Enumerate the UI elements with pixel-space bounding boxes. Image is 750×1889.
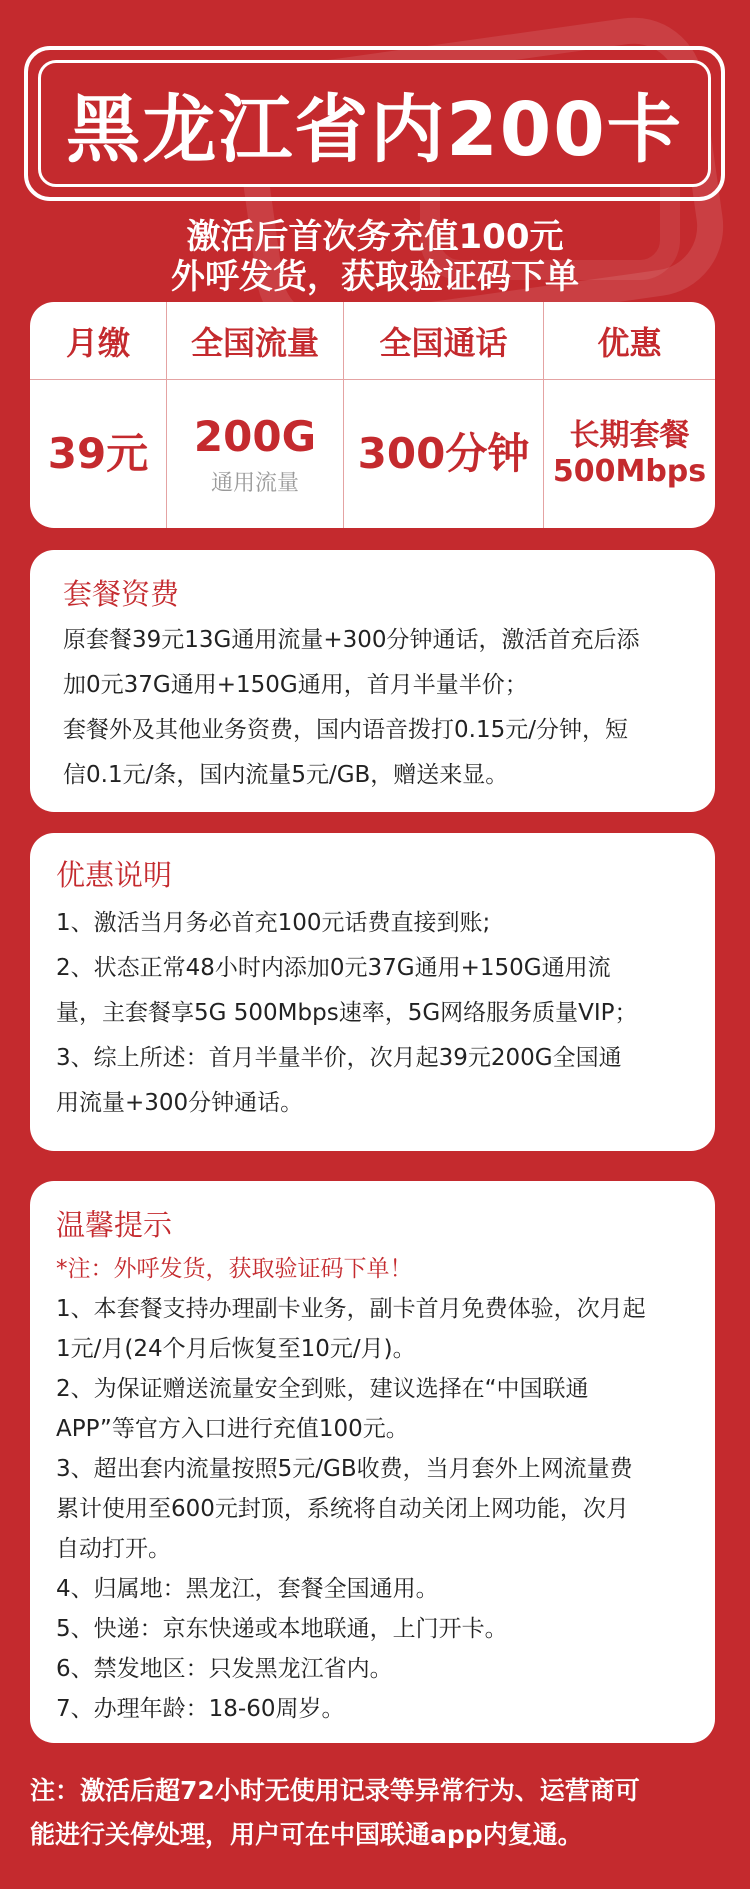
price-head: 全国通话: [344, 302, 543, 380]
section-body: [56, 901, 685, 1126]
price-head: 优惠: [544, 302, 715, 380]
price-head: 月缴: [30, 302, 166, 380]
section-body: [56, 1249, 685, 1729]
price-col-monthly: [30, 302, 167, 528]
text-line: 2、状态正常48小时内添加0元37G通用+150G通用流: [56, 955, 611, 981]
tips-note: *注：外呼发货，获取验证码下单！: [56, 1256, 413, 1282]
price-value-line1: 长期套餐: [569, 418, 690, 453]
package-fee-card: [30, 550, 715, 812]
title-inner: [38, 60, 711, 187]
price-col-discount: [544, 302, 715, 528]
text-line: 6、禁发地区：只发黑龙江省内。: [56, 1656, 393, 1682]
tips-card: [30, 1181, 715, 1743]
subtitle-line-1: 激活后首次务充值100元: [186, 217, 564, 257]
footer-line: 注：激活后超72小时无使用记录等异常行为、运营商可: [30, 1776, 640, 1805]
text-line: 4、归属地：黑龙江，套餐全国通用。: [56, 1576, 439, 1602]
text-line: 原套餐39元13G通用流量+300分钟通话，激活首充后添: [63, 627, 640, 653]
price-value: 200G: [193, 411, 317, 461]
price-head: 全国流量: [167, 302, 343, 380]
text-line: 1、激活当月务必首充100元话费直接到账;: [56, 910, 491, 936]
price-value: 39元: [47, 429, 149, 478]
text-line: 1元/月(24个月后恢复至10元/月)。: [56, 1336, 416, 1362]
section-title: 优惠说明: [56, 858, 173, 892]
page-title: 黑龙江省内200卡: [66, 86, 683, 173]
price-table: [30, 302, 715, 528]
text-line: 3、超出套内流量按照5元/GB收费，当月套外上网流量费: [56, 1456, 633, 1482]
price-value: 300分钟: [357, 429, 530, 478]
price-col-voice: [344, 302, 544, 528]
text-line: 用流量+300分钟通话。: [56, 1090, 304, 1116]
text-line: 5、快递：京东快递或本地联通，上门开卡。: [56, 1616, 508, 1642]
text-line: 3、综上所述：首月半量半价，次月起39元200G全国通: [56, 1045, 622, 1071]
price-sub: 通用流量: [210, 470, 299, 496]
section-title: 温馨提示: [56, 1208, 173, 1242]
text-line: 量，主套餐享5G 500Mbps速率，5G网络服务质量VIP；: [56, 1000, 638, 1026]
title-banner: [24, 46, 725, 201]
text-line: 累计使用至600元封顶，系统将自动关闭上网功能，次月: [56, 1496, 629, 1522]
text-line: 2、为保证赠送流量安全到账，建议选择在“中国联通: [56, 1376, 589, 1402]
footer-notice: [30, 1769, 720, 1857]
text-line: 信0.1元/条，国内流量5元/GB，赠送来显。: [63, 762, 509, 788]
text-line: 自动打开。: [56, 1536, 171, 1562]
text-line: 7、办理年龄：18-60周岁。: [56, 1696, 345, 1722]
text-line: 加0元37G通用+150G通用，首月半量半价；: [63, 672, 528, 698]
discount-card: [30, 833, 715, 1151]
price-value-line2: 500Mbps: [552, 454, 707, 489]
subtitle-line-2: 外呼发货，获取验证码下单: [171, 257, 579, 297]
text-line: 套餐外及其他业务资费，国内语音拨打0.15元/分钟，短: [63, 717, 628, 743]
text-line: 1、本套餐支持办理副卡业务，副卡首月免费体验，次月起: [56, 1296, 646, 1322]
price-col-data: [167, 302, 344, 528]
section-body: [63, 618, 685, 798]
text-line: APP”等官方入口进行充值100元。: [56, 1416, 409, 1442]
section-title: 套餐资费: [63, 577, 180, 611]
footer-line: 能进行关停处理，用户可在中国联通app内复通。: [30, 1820, 583, 1849]
